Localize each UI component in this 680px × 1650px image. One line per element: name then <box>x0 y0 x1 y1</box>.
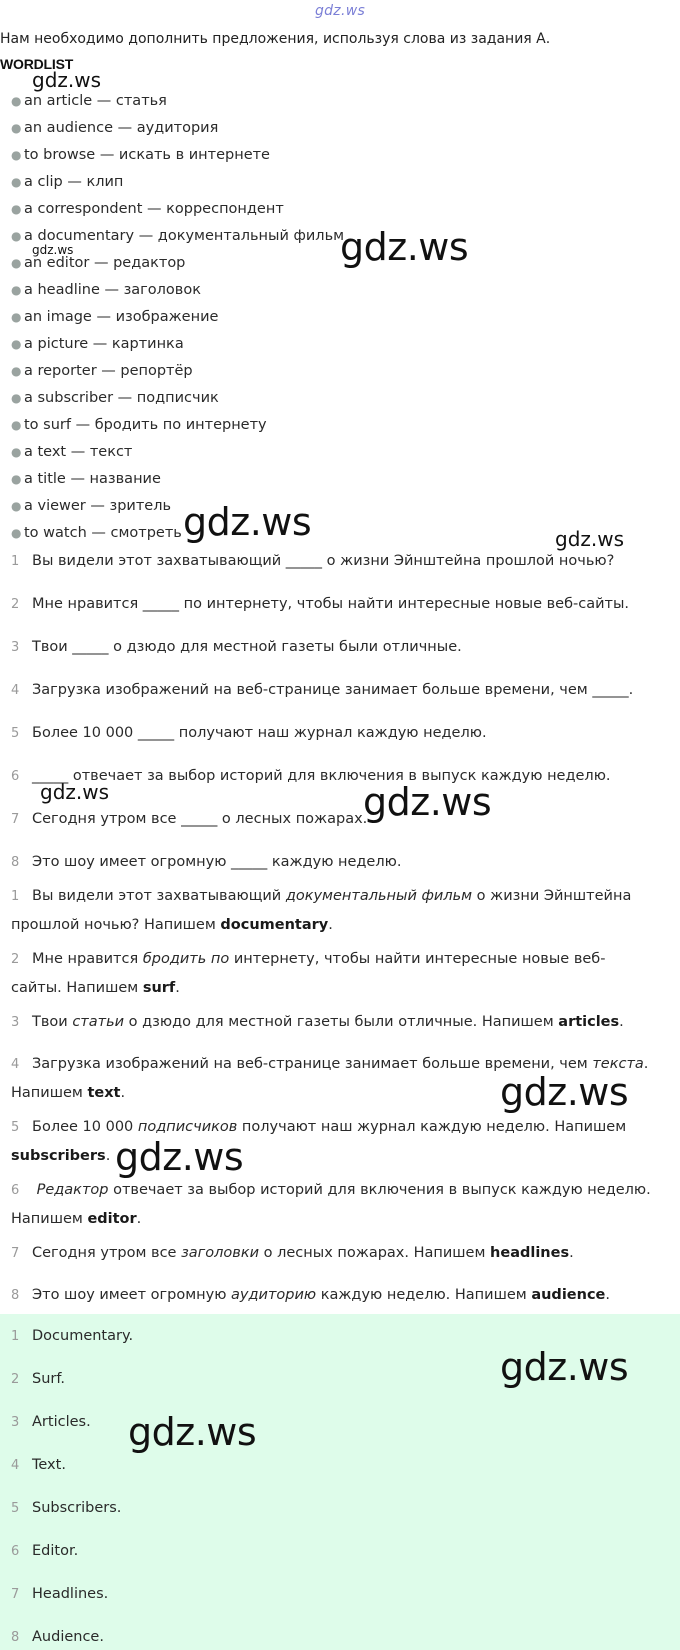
explanation-item: 1 Вы видели этот захватывающий документальный фильм о жизни Эйнштейна прошлой ночью? Напишем documentary. <box>11 888 632 933</box>
list-item: ● a text — текст <box>11 441 344 468</box>
bullet-icon: ● <box>11 472 22 486</box>
bullet-icon: ● <box>11 175 22 189</box>
bullet-icon: ● <box>11 256 22 270</box>
list-item: ● to watch — смотреть <box>11 522 344 549</box>
list-item: ● a correspondent — корреспондент <box>11 198 344 225</box>
question-item: 6 _____ отвечает за выбор историй для включения в выпуск каждую неделю. <box>11 768 611 784</box>
wordlist-title: WORDLIST <box>0 56 74 72</box>
list-item: ● an image — изображение <box>11 306 344 333</box>
watermark: gdz.ws <box>340 225 469 269</box>
watermark: gdz.ws <box>40 780 110 804</box>
list-item: ● a documentary — документальный фильм <box>11 225 344 252</box>
watermark: gdz.ws <box>183 500 312 544</box>
bullet-icon: ● <box>11 391 22 405</box>
answer-item: 1 Documentary. <box>11 1328 134 1344</box>
wordlist <box>11 90 344 549</box>
answer-item: 5 Subscribers. <box>11 1500 122 1516</box>
list-item: ● an editor — редактор <box>11 252 344 279</box>
bullet-icon: ● <box>11 121 22 135</box>
bullet-icon: ● <box>11 310 22 324</box>
watermark: gdz.ws <box>115 1135 244 1179</box>
site-logo[interactable]: gdz.ws <box>314 3 366 19</box>
bullet-icon: ● <box>11 445 22 459</box>
list-item: ● a reporter — репортёр <box>11 360 344 387</box>
bullet-icon: ● <box>11 229 22 243</box>
explanation-item: 4 Загрузка изображений на веб-странице занимает больше времени, чем текста. Напишем text. <box>11 1056 649 1101</box>
list-item: ● an article — статья <box>11 90 344 117</box>
bullet-icon: ● <box>11 337 22 351</box>
answer-item: 8 Audience. <box>11 1629 104 1645</box>
list-item: ● a subscriber — подписчик <box>11 387 344 414</box>
explanation-item: 7 Сегодня утром все заголовки о лесных пожарах. Напишем headlines. <box>11 1245 574 1261</box>
bullet-icon: ● <box>11 148 22 162</box>
bullet-icon: ● <box>11 526 22 540</box>
task-intro: Нам необходимо дополнить предложения, используя слова из задания А. <box>0 31 551 47</box>
list-item: ● a title — название <box>11 468 344 495</box>
question-item: 8 Это шоу имеет огромную _____ каждую неделю. <box>11 854 402 870</box>
question-item: 7 Сегодня утром все _____ о лесных пожарах. <box>11 811 368 827</box>
watermark: gdz.ws <box>363 780 492 824</box>
answer-item: 3 Articles. <box>11 1414 91 1430</box>
explanation-item: 2 Мне нравится бродить по интернету, чтобы найти интересные новые веб-сайты. Напишем surf. <box>11 951 606 996</box>
bullet-icon: ● <box>11 499 22 513</box>
question-item: 3 Твои _____ о дзюдо для местной газеты были отличные. <box>11 639 462 655</box>
answer-list <box>11 1324 133 1650</box>
explanation-item: 3 Твои статьи о дзюдо для местной газеты были отличные. Напишем articles. <box>11 1014 624 1030</box>
question-item: 2 Мне нравится _____ по интернету, чтобы найти интересные новые веб-сайты. <box>11 596 630 612</box>
watermark: gdz.ws <box>32 243 74 257</box>
list-item: ● a picture — картинка <box>11 333 344 360</box>
answer-item: 4 Text. <box>11 1457 66 1473</box>
answer-item: 7 Headlines. <box>11 1586 109 1602</box>
watermark: gdz.ws <box>32 68 102 92</box>
answer-item: 2 Surf. <box>11 1371 66 1387</box>
list-item: ● a viewer — зритель <box>11 495 344 522</box>
question-item: 5 Более 10 000 _____ получают наш журнал каждую неделю. <box>11 725 487 741</box>
list-item: ● to surf — бродить по интернету <box>11 414 344 441</box>
question-item: 4 Загрузка изображений на веб-странице занимает больше времени, чем _____. <box>11 682 634 698</box>
watermark: gdz.ws <box>500 1070 629 1114</box>
watermark: gdz.ws <box>500 1345 629 1389</box>
watermark: gdz.ws <box>128 1410 257 1454</box>
question-item: 1 Вы видели этот захватывающий _____ о жизни Эйнштейна прошлой ночью? <box>11 553 615 569</box>
bullet-icon: ● <box>11 202 22 216</box>
watermark: gdz.ws <box>555 527 625 551</box>
explanation-item: 5 Более 10 000 подписчиков получают наш журнал каждую неделю. Напишем subscribers. <box>11 1119 627 1164</box>
list-item: ● a headline — заголовок <box>11 279 344 306</box>
question-list <box>11 549 651 893</box>
list-item: ● a clip — клип <box>11 171 344 198</box>
explanation-item: 8 Это шоу имеет огромную аудиторию каждую неделю. Напишем audience. <box>11 1287 610 1303</box>
list-item: ● to browse — искать в интернете <box>11 144 344 171</box>
bullet-icon: ● <box>11 364 22 378</box>
list-item: ● an audience — аудитория <box>11 117 344 144</box>
answer-item: 6 Editor. <box>11 1543 79 1559</box>
bullet-icon: ● <box>11 418 22 432</box>
explanation-item: 6 Редактор отвечает за выбор историй для включения в выпуск каждую неделю. Напишем editor. <box>11 1182 651 1227</box>
bullet-icon: ● <box>11 283 22 297</box>
bullet-icon: ● <box>11 94 22 108</box>
